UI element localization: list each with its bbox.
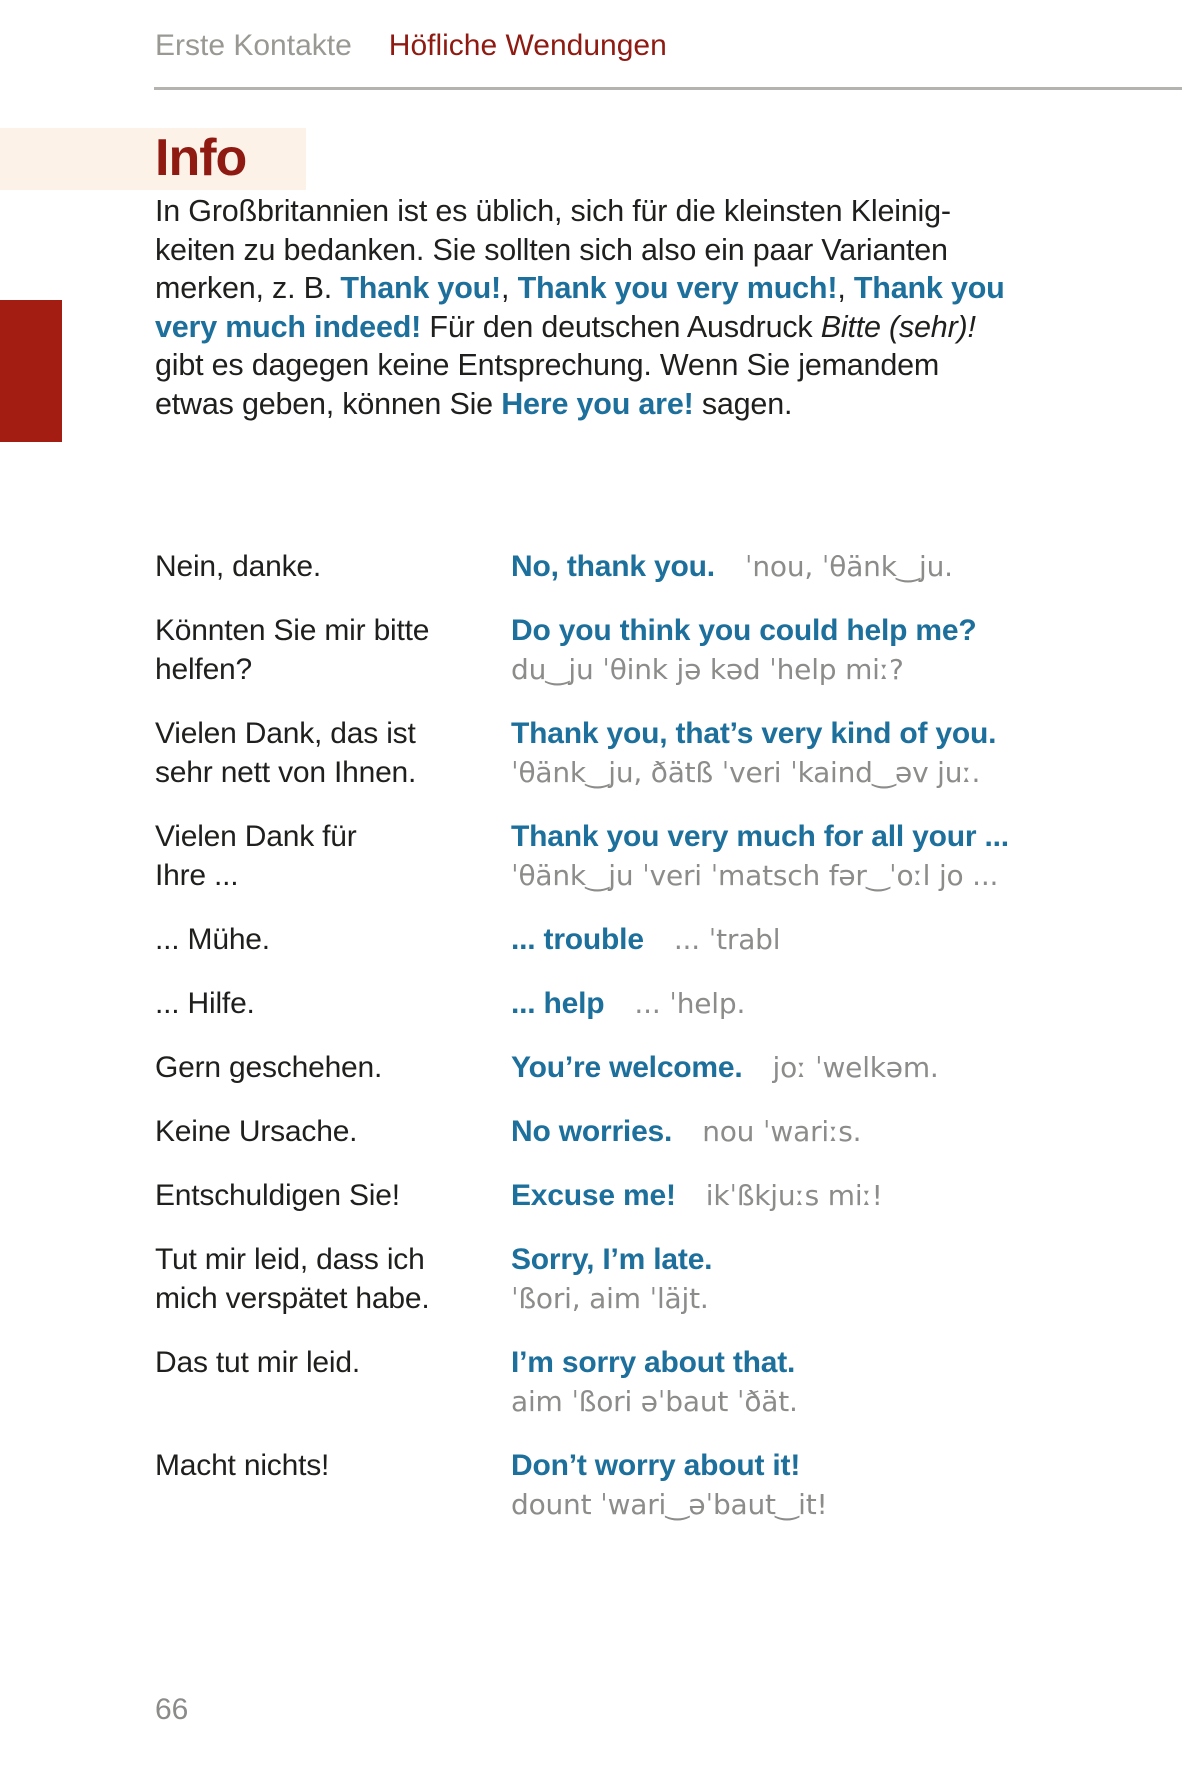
english-column bbox=[511, 1240, 1182, 1318]
intro-text: In Großbritannien ist es üblich, sich für die kleinsten Kleinig- bbox=[155, 194, 951, 228]
intro-text: , bbox=[837, 271, 854, 306]
intro-line bbox=[155, 192, 1055, 231]
english-phrase: Thank you, that’s very kind of you. bbox=[511, 717, 997, 750]
german-phrase: Macht nichts! bbox=[155, 1449, 330, 1482]
english-column bbox=[511, 817, 1182, 895]
german-column bbox=[155, 1446, 511, 1485]
phonetic-transcription: aim ˈßori əˈbaut ˈðät. bbox=[511, 1385, 798, 1418]
intro-line bbox=[155, 346, 1055, 385]
german-column bbox=[155, 1240, 511, 1318]
intro-text: merken, z. B. bbox=[155, 271, 341, 306]
german-phrase: Vielen Dank für bbox=[155, 820, 357, 853]
german-italic-phrase: Bitte (sehr)! bbox=[820, 309, 976, 344]
page-number: 66 bbox=[155, 1693, 189, 1726]
english-inline-phrase: Thank you bbox=[853, 271, 1005, 306]
german-phrase: helfen? bbox=[155, 653, 253, 686]
intro-text: etwas geben, können Sie bbox=[155, 386, 502, 421]
phrase-row bbox=[155, 611, 1182, 689]
phrase-table bbox=[155, 547, 1182, 1524]
phrase-row bbox=[155, 547, 1182, 586]
english-line bbox=[511, 1112, 1182, 1151]
phonetic-transcription: ˈθänk‿ju, ðätß ˈveri ˈkaind‿əv juː. bbox=[511, 756, 981, 789]
english-line bbox=[511, 714, 1182, 753]
english-column bbox=[511, 547, 1182, 586]
english-column bbox=[511, 611, 1182, 689]
page-header bbox=[155, 28, 667, 64]
german-phrase: Vielen Dank, das ist bbox=[155, 717, 416, 750]
german-phrase: sehr nett von Ihnen. bbox=[155, 756, 417, 789]
info-banner bbox=[0, 128, 306, 190]
english-phrase: No, thank you. bbox=[511, 550, 715, 583]
english-phrase: Sorry, I’m late. bbox=[511, 1243, 713, 1276]
breadcrumb-chapter: Höfliche Wendungen bbox=[388, 29, 667, 62]
german-column bbox=[155, 984, 511, 1023]
english-inline-phrase: very much indeed! bbox=[155, 309, 422, 344]
english-column bbox=[511, 984, 1182, 1023]
english-column bbox=[511, 1048, 1182, 1087]
english-phrase: ... help bbox=[511, 987, 605, 1020]
english-column bbox=[511, 714, 1182, 792]
phonetic-transcription: joː ˈwelkəm. bbox=[772, 1051, 939, 1084]
german-column bbox=[155, 611, 511, 689]
phrase-row bbox=[155, 817, 1182, 895]
german-phrase: Gern geschehen. bbox=[155, 1051, 383, 1084]
english-line bbox=[511, 1240, 1182, 1279]
english-line bbox=[511, 1048, 1182, 1087]
english-line bbox=[511, 984, 1182, 1023]
intro-text: , bbox=[501, 271, 518, 306]
english-column bbox=[511, 1446, 1182, 1524]
german-phrase: ... Hilfe. bbox=[155, 987, 255, 1020]
breadcrumb-section: Erste Kontakte bbox=[155, 29, 352, 62]
english-phrase: I’m sorry about that. bbox=[511, 1346, 796, 1379]
german-phrase: Könnten Sie mir bitte bbox=[155, 614, 430, 647]
intro-line bbox=[155, 269, 1055, 308]
intro-text: gibt es dagegen keine Entsprechung. Wenn Sie jemandem bbox=[155, 348, 940, 383]
phrase-row bbox=[155, 714, 1182, 792]
intro-line bbox=[155, 385, 1055, 424]
phrase-row bbox=[155, 1240, 1182, 1318]
phonetic-transcription: du‿ju ˈθink jə kəd ˈhelp miː? bbox=[511, 653, 904, 686]
german-phrase: Entschuldigen Sie! bbox=[155, 1179, 400, 1212]
english-column bbox=[511, 1343, 1182, 1421]
phrase-row bbox=[155, 1343, 1182, 1421]
german-phrase: ... Mühe. bbox=[155, 923, 270, 956]
german-column bbox=[155, 920, 511, 959]
phonetic-transcription: ˈθänk‿ju ˈveri ˈmatsch fər‿ˈoːl jo ... bbox=[511, 859, 999, 892]
phonetic-transcription: ikˈßkjuːs miː! bbox=[705, 1179, 883, 1212]
info-heading: Info bbox=[155, 128, 247, 187]
phonetic-transcription: ... ˈtrabl bbox=[673, 923, 781, 956]
phonetic-transcription: ... ˈhelp. bbox=[634, 987, 746, 1020]
english-line bbox=[511, 1446, 1182, 1485]
english-phrase: ... trouble bbox=[511, 923, 644, 956]
english-phrase: Don’t worry about it! bbox=[511, 1449, 801, 1482]
german-phrase: Das tut mir leid. bbox=[155, 1346, 360, 1379]
intro-line bbox=[155, 308, 1055, 347]
english-inline-phrase: Thank you! bbox=[340, 271, 502, 306]
english-column bbox=[511, 920, 1182, 959]
intro-text: sagen. bbox=[693, 386, 793, 421]
intro-line bbox=[155, 231, 1055, 270]
english-line bbox=[511, 920, 1182, 959]
german-phrase: Tut mir leid, dass ich bbox=[155, 1243, 425, 1276]
phrase-row bbox=[155, 984, 1182, 1023]
german-column bbox=[155, 1176, 511, 1215]
german-phrase: Nein, danke. bbox=[155, 550, 322, 583]
english-phrase: Excuse me! bbox=[511, 1179, 676, 1212]
german-column bbox=[155, 1048, 511, 1087]
english-line bbox=[511, 817, 1182, 856]
phrase-row bbox=[155, 1176, 1182, 1215]
english-line bbox=[511, 611, 1182, 650]
english-line bbox=[511, 1176, 1182, 1215]
english-line bbox=[511, 1343, 1182, 1382]
german-column bbox=[155, 1343, 511, 1382]
phonetic-transcription: nou ˈwariːs. bbox=[702, 1115, 862, 1148]
phonetic-transcription: ˈßori, aim ˈläjt. bbox=[511, 1282, 709, 1315]
german-phrase: Keine Ursache. bbox=[155, 1115, 358, 1148]
german-phrase: Ihre ... bbox=[155, 859, 239, 892]
german-column bbox=[155, 1112, 511, 1151]
phonetic-transcription: ˈnou, ˈθänk‿ju. bbox=[744, 550, 953, 583]
intro-paragraph bbox=[155, 192, 1055, 424]
english-phrase: Do you think you could help me? bbox=[511, 614, 977, 647]
english-inline-phrase: Thank you very much! bbox=[517, 271, 838, 306]
english-phrase: You’re welcome. bbox=[511, 1051, 743, 1084]
phrase-row bbox=[155, 1112, 1182, 1151]
chapter-margin-marker bbox=[0, 300, 62, 442]
phrase-row bbox=[155, 920, 1182, 959]
german-column bbox=[155, 547, 511, 586]
header-divider bbox=[154, 87, 1182, 90]
english-phrase: Thank you very much for all your ... bbox=[511, 820, 1009, 853]
phrase-row bbox=[155, 1048, 1182, 1087]
english-phrase: No worries. bbox=[511, 1115, 673, 1148]
phrase-row bbox=[155, 1446, 1182, 1524]
english-column bbox=[511, 1112, 1182, 1151]
german-column bbox=[155, 714, 511, 792]
german-column bbox=[155, 817, 511, 895]
english-column bbox=[511, 1176, 1182, 1215]
english-inline-phrase: Here you are! bbox=[501, 386, 694, 421]
intro-text: keiten zu bedanken. Sie sollten sich also ein paar Varianten bbox=[155, 232, 948, 267]
intro-text: Für den deutschen Ausdruck bbox=[421, 309, 821, 344]
phonetic-transcription: dount ˈwari‿əˈbaut‿it! bbox=[511, 1488, 828, 1521]
english-line bbox=[511, 547, 1182, 586]
german-phrase: mich verspätet habe. bbox=[155, 1282, 430, 1315]
